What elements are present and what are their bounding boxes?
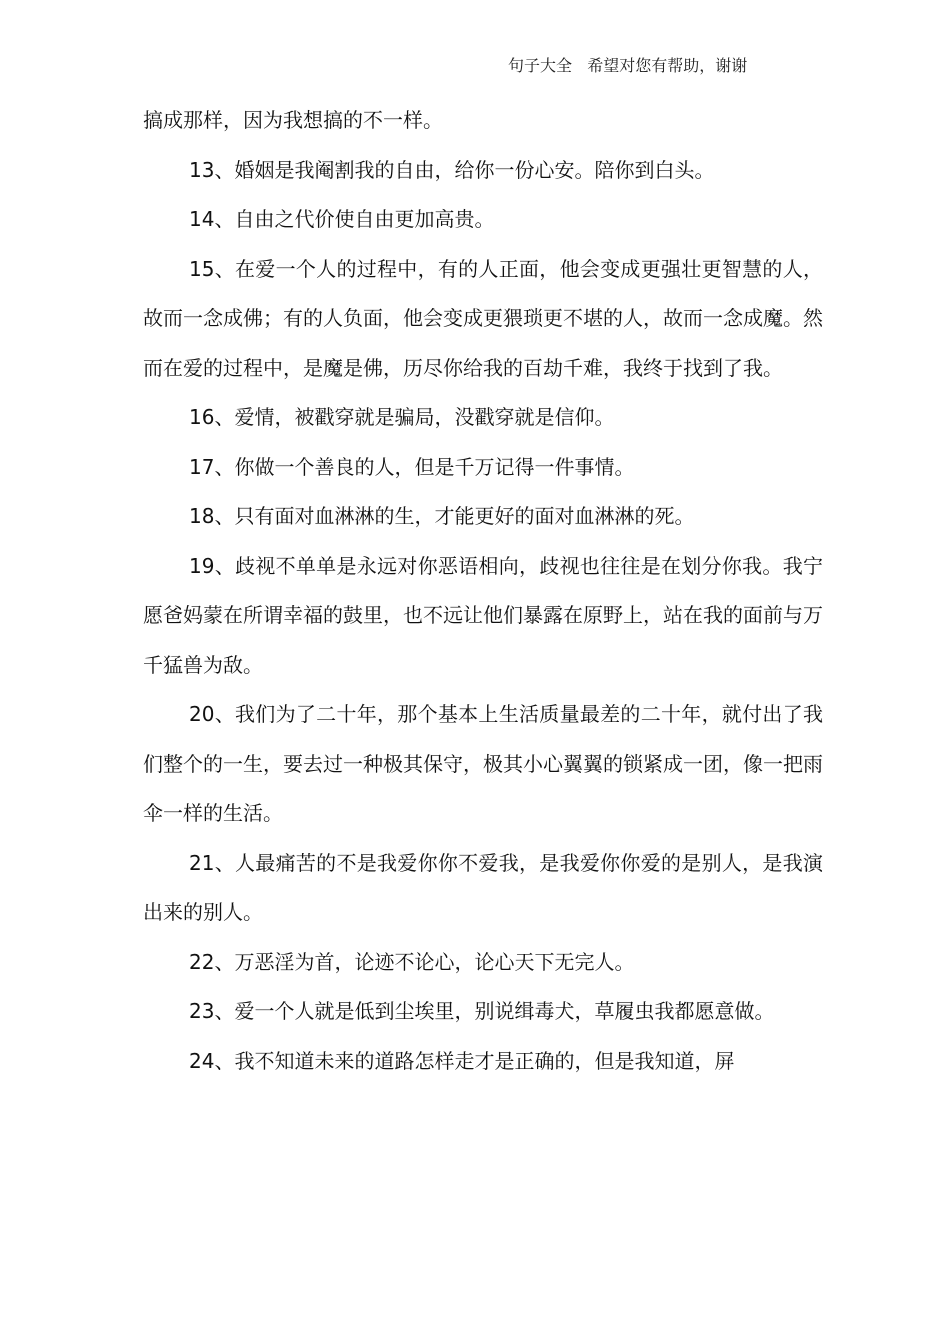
paragraph-23: 23、爱一个人就是低到尘埃里，别说缉毒犬，草履虫我都愿意做。 <box>189 999 775 1023</box>
paragraph-21: 21、人最痛苦的不是我爱你你不爱我，是我爱你你爱的是别人，是我演出来的别人。 <box>143 850 823 924</box>
paragraph-18: 18、只有面对血淋淋的生，才能更好的面对血淋淋的死。 <box>189 504 695 528</box>
page-header: 句子大全 希望对您有帮助，谢谢 <box>508 56 748 75</box>
paragraph-20: 20、我们为了二十年，那个基本上生活质量最差的二十年，就付出了我们整个的一生，要去过一种极其保守，极其小心翼翼的锁紧成一团，像一把雨伞一样的生活。 <box>143 702 823 825</box>
paragraph-continuation: 搞成那样，因为我想搞的不一样。 <box>143 108 443 132</box>
paragraph-22: 22、万恶淫为首，论迹不论心，论心天下无完人。 <box>189 949 635 974</box>
paragraph-16: 16、爱情，被戳穿就是骗局，没戳穿就是信仰。 <box>189 405 615 429</box>
paragraph-13: 13、婚姻是我阉割我的自由，给你一份心安。陪你到白头。 <box>189 157 715 182</box>
paragraph-14: 14、自由之代价使自由更加高贵。 <box>189 207 495 231</box>
document-body <box>143 96 823 1086</box>
paragraph-15: 15、在爱一个人的过程中，有的人正面，他会变成更强壮更智慧的人，故而一念成佛；有的人负面，他会变成更猥琐更不堪的人，故而一念成魔。然而在爱的过程中，是魔是佛，历尽你给我的百劫千难，我终于找到了我。 <box>143 256 823 380</box>
paragraph-17: 17、你做一个善良的人，但是千万记得一件事情。 <box>189 454 635 479</box>
paragraph-24: 24、我不知道未来的道路怎样走才是正确的，但是我知道，屏 <box>189 1048 735 1073</box>
paragraph-19: 19、歧视不单单是永远对你恶语相向，歧视也往往是在划分你我。我宁愿爸妈蒙在所谓幸福的鼓里，也不远让他们暴露在原野上，站在我的面前与万千猛兽为敌。 <box>143 553 823 677</box>
